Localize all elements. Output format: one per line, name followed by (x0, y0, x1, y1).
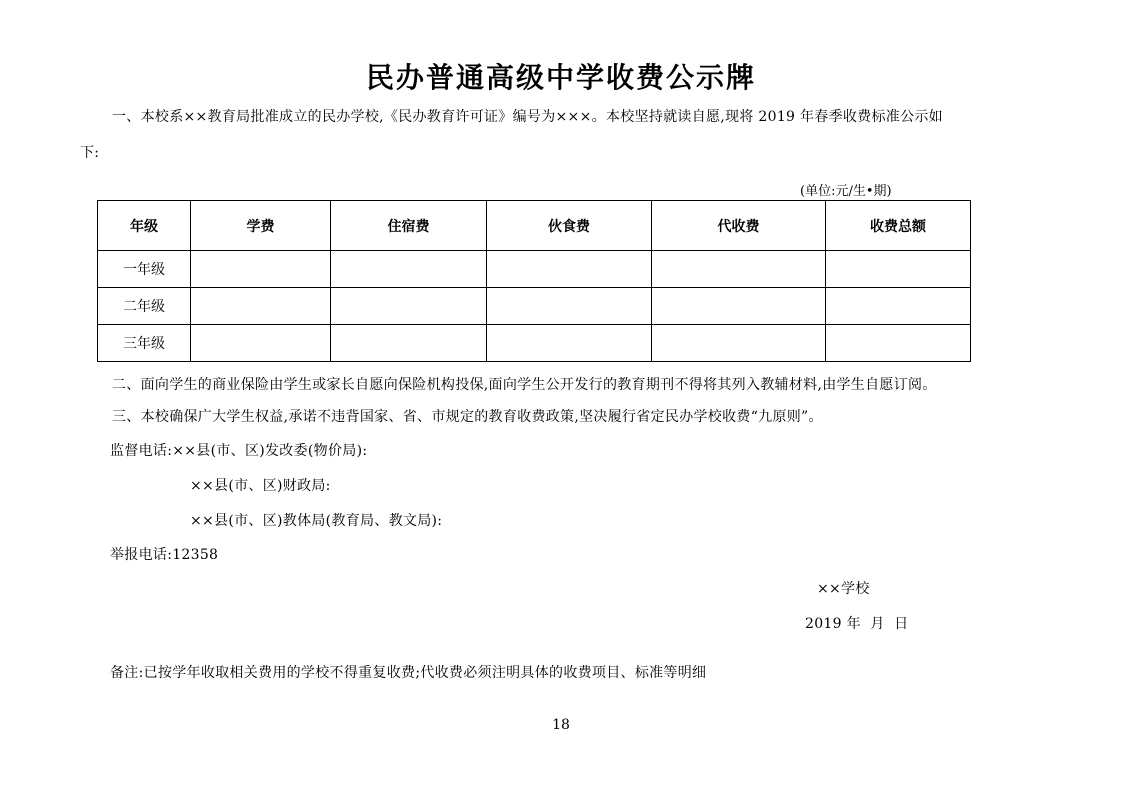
cell-collected-fees (652, 325, 826, 362)
header-accommodation: 住宿费 (331, 201, 487, 251)
cell-tuition (191, 325, 331, 362)
page-title: 民办普通高级中学收费公示牌 (365, 61, 756, 94)
header-total: 收费总额 (826, 201, 971, 251)
cell-tuition (191, 251, 331, 288)
cell-grade: 一年级 (98, 251, 191, 288)
table-row (98, 288, 971, 325)
cell-collected-fees (652, 288, 826, 325)
header-grade: 年级 (98, 201, 191, 251)
cell-tuition (191, 288, 331, 325)
supervision-label: 监督电话: (110, 443, 173, 459)
report-label: 举报电话: (110, 547, 173, 563)
report-line (110, 548, 218, 562)
fee-table (97, 200, 971, 362)
table-row (98, 325, 971, 362)
signature-date: 2019 年 月 日 (805, 616, 909, 632)
table-row (98, 251, 971, 288)
report-number: 12358 (172, 547, 219, 563)
item-2: 二、面向学生的商业保险由学生或家长自愿向保险机构投保,面向学生公开发行的教育期刊不得将其列入教辅材料,由学生自愿订阅。 (112, 377, 937, 393)
cell-meals (487, 288, 652, 325)
supervision-phone-1: ××县(市、区)发改委(物价局): (172, 443, 368, 459)
cell-total (826, 251, 971, 288)
unit-label: (单位:元/生•期) (800, 184, 892, 199)
cell-total (826, 288, 971, 325)
cell-total (826, 325, 971, 362)
cell-accommodation (331, 325, 487, 362)
footnote: 备注:已按学年收取相关费用的学校不得重复收费;代收费必须注明具体的收费项目、标准等明细 (110, 665, 707, 681)
cell-grade: 二年级 (98, 288, 191, 325)
intro-line-2: 下: (80, 145, 100, 161)
supervision-line-1 (110, 444, 367, 458)
cell-grade: 三年级 (98, 325, 191, 362)
header-meals: 伙食费 (487, 201, 652, 251)
supervision-phone-2: ××县(市、区)财政局: (190, 478, 331, 494)
cell-meals (487, 325, 652, 362)
table-header-row (98, 201, 971, 251)
school-name: ××学校 (817, 581, 870, 597)
cell-collected-fees (652, 251, 826, 288)
supervision-phone-3: ××县(市、区)教体局(教育局、教文局): (190, 513, 443, 529)
cell-accommodation (331, 251, 487, 288)
cell-meals (487, 251, 652, 288)
header-tuition: 学费 (191, 201, 331, 251)
item-3: 三、本校确保广大学生权益,承诺不违背国家、省、市规定的教育收费政策,坚决履行省定民办学校收费“九原则”。 (112, 409, 823, 425)
header-collected-fees: 代收费 (652, 201, 826, 251)
page-number: 18 (552, 717, 570, 733)
cell-accommodation (331, 288, 487, 325)
intro-line-1: 一、本校系××教育局批准成立的民办学校,《民办教育许可证》编号为×××。本校坚持就读自愿,现将 2019 年春季收费标准公示如 (112, 109, 943, 125)
